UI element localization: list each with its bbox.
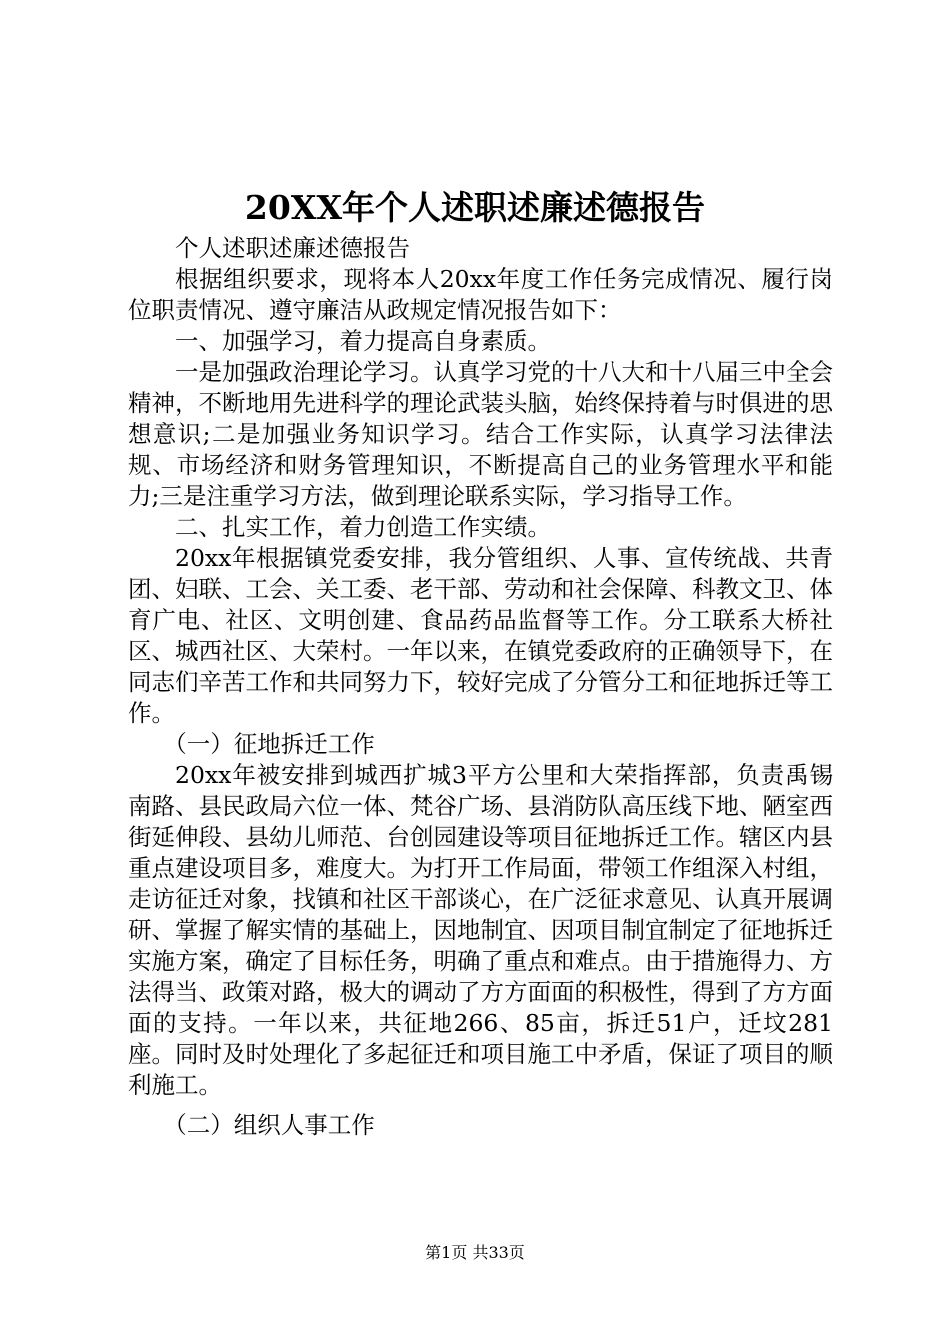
paragraph-work-duties: 20xx年根据镇党委安排，我分管组织、人事、宣传统战、共青团、妇联、工会、关工委、老干部、劳动和社会保障、科教文卫、体育广电、社区、文明创建、食品药品监督等工作。分工联系大桥社区、城西社区、大荣村。一年以来，在镇党委政府的正确领导下，在同志们辛苦工作和共同努力下，较好完成了分管分工和征地拆迁等工作。 bbox=[128, 544, 833, 727]
section-heading-1: 一、加强学习，着力提高自身素质。 bbox=[175, 327, 551, 355]
subsection-heading-2: （二）组织人事工作 bbox=[163, 1111, 375, 1139]
document-body bbox=[128, 233, 833, 1141]
document-title: 20XX年个人述职述廉述德报告 bbox=[244, 188, 706, 227]
paragraph-land-acquisition: 20xx年被安排到城西扩城3平方公里和大荣指挥部，负责禹锡南路、县民政局六位一体、梵谷广场、县消防队高压线下地、陋室西街延伸段、县幼儿师范、台创园建设等项目征地拆迁工作。辖区内县重点建设项目多，难度大。为打开工作局面，带领工作组深入村组，走访征迁对象，找镇和社区干部谈心，在广泛征求意见、认真开展调研、掌握了解实情的基础上，因地制宜、因项目制宜制定了征地拆迁实施方案，确定了目标任务，明确了重点和难点。由于措施得力、方法得当、政策对路，极大的调动了方方面面的积极性，得到了方方面面的支持。一年以来，共征地266、85亩，拆迁51户，迁坟281座。同时及时处理化了多起征迁和项目施工中矛盾，保证了项目的顺利施工。 bbox=[128, 761, 833, 1099]
page-number: 第1页 共33页 bbox=[425, 1243, 525, 1262]
paragraph-subtitle: 个人述职述廉述德报告 bbox=[175, 234, 410, 262]
section-heading-2: 二、扎实工作，着力创造工作实绩。 bbox=[175, 513, 551, 541]
subsection-heading-1: （一）征地拆迁工作 bbox=[163, 730, 375, 758]
paragraph-intro: 根据组织要求，现将本人20xx年度工作任务完成情况、履行岗位职责情况、遵守廉洁从政规定情况报告如下： bbox=[128, 265, 833, 324]
paragraph-study: 一是加强政治理论学习。认真学习党的十八大和十八届三中全会精神，不断地用先进科学的理论武装头脑，始终保持着与时俱进的思想意识;二是加强业务知识学习。结合工作实际，认真学习法律法规、市场经济和财务管理知识，不断提高自己的业务管理水平和能力;三是注重学习方法，做到理论联系实际，学习指导工作。 bbox=[128, 358, 833, 510]
